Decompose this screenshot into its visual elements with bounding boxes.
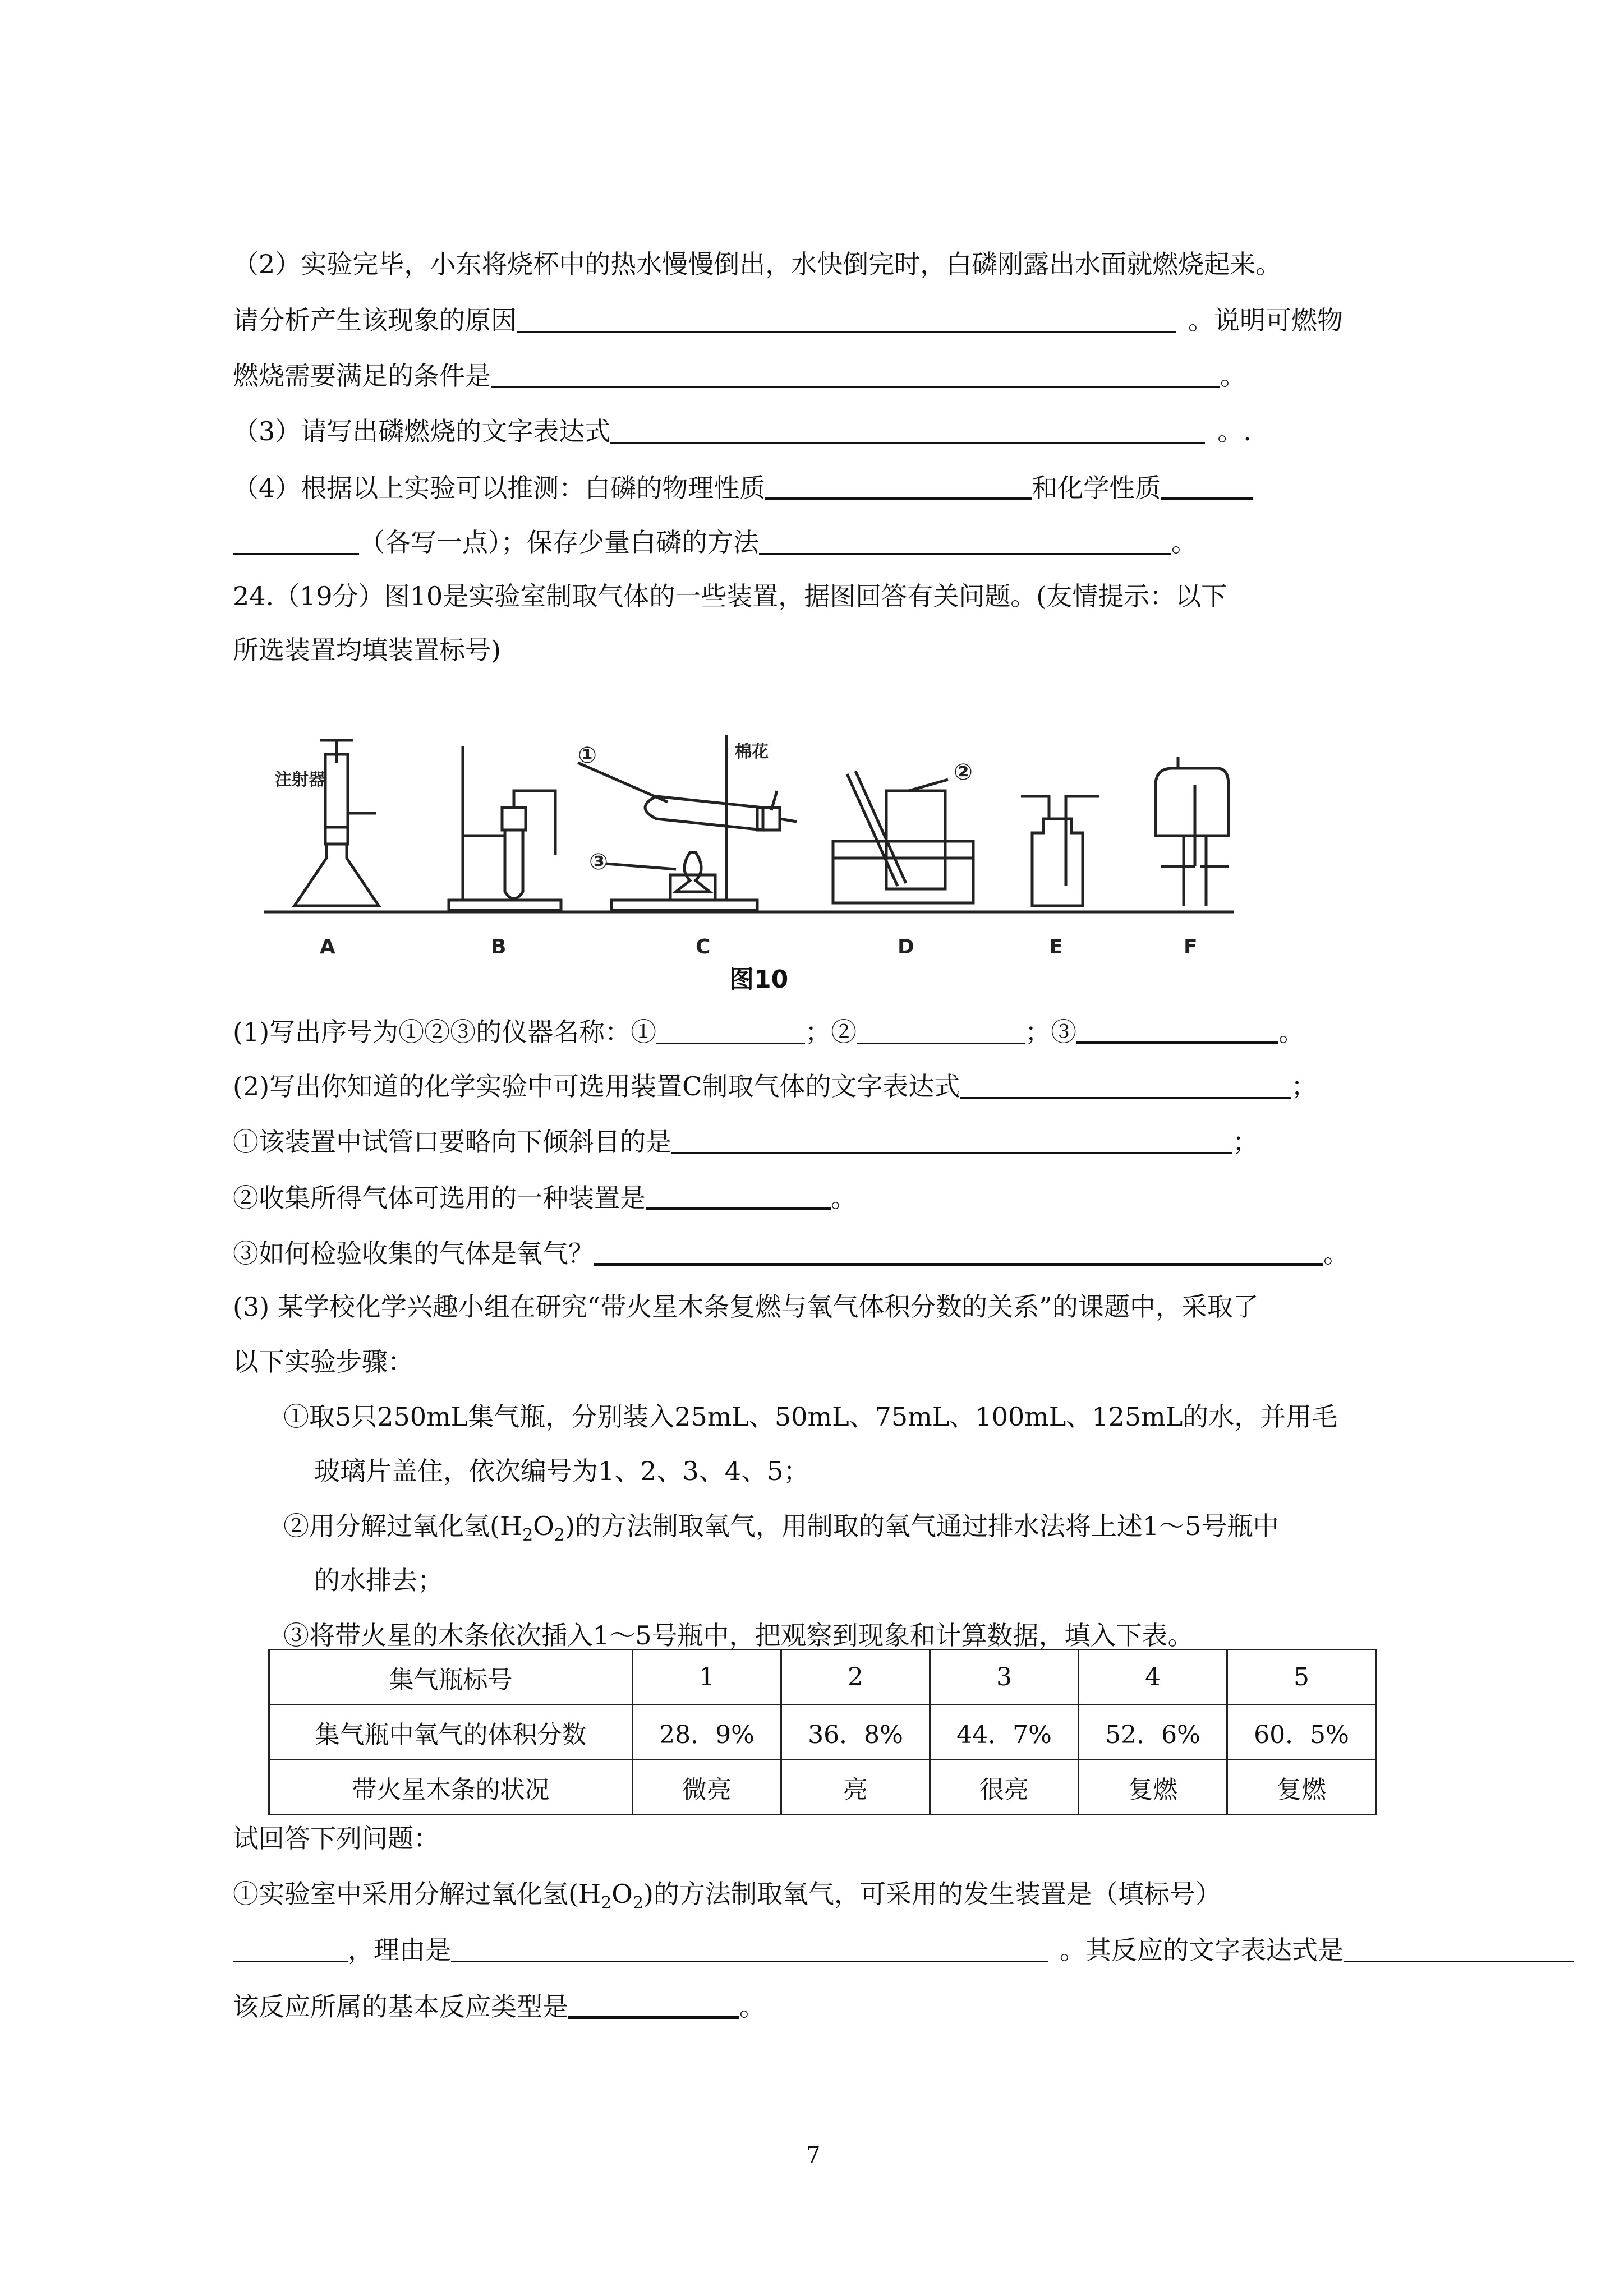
- table-row: [269, 1705, 1376, 1760]
- results-table: [268, 1649, 1377, 1815]
- table-cell: 60．5%: [1227, 1705, 1376, 1760]
- answer-blank[interactable]: [960, 1072, 1291, 1099]
- page-number: 7: [806, 2142, 821, 2168]
- text-line: [233, 1128, 1258, 1155]
- table-cell: 36．8%: [781, 1705, 930, 1760]
- table-cell: 带火星木条的状况: [269, 1760, 633, 1815]
- answer-blank[interactable]: [610, 417, 1205, 444]
- answer-blank[interactable]: [646, 1183, 831, 1210]
- table-cell: 28．9%: [633, 1705, 781, 1760]
- apparatus-e: [1021, 796, 1099, 906]
- text-line: [233, 1823, 439, 1854]
- text-line: [233, 1881, 1221, 1912]
- subscript: 2: [632, 1893, 643, 1913]
- paragraph-text: 试回答下列问题：: [233, 1823, 439, 1854]
- text-line: [233, 251, 1281, 277]
- question-text: (1)写出序号为①②③的仪器名称：①: [233, 1017, 657, 1047]
- answer-blank[interactable]: [1076, 1017, 1278, 1044]
- label-c: C: [696, 935, 711, 958]
- question-text: （4）根据以上实验可以推测：白磷的物理性质: [233, 473, 766, 503]
- question-text: ③如何检验收集的气体是氧气？: [233, 1238, 594, 1269]
- answer-blank[interactable]: [233, 1936, 348, 1962]
- question-text: (2)写出你知道的化学实验中可选用装置C制取气体的文字表达式: [233, 1071, 960, 1101]
- step-text: 的水排去；: [314, 1565, 443, 1596]
- text-line: [233, 1072, 1317, 1099]
- answer-blank[interactable]: [451, 1936, 1048, 1962]
- table-row: [269, 1650, 1376, 1705]
- table-cell: 4: [1079, 1650, 1227, 1705]
- apparatus-a: [295, 740, 379, 906]
- apparatus-f: [1156, 757, 1229, 906]
- table-cell: 集气瓶标号: [269, 1650, 633, 1705]
- step-text: ①取5只250mL集气瓶，分别装入25mL、50mL、75mL、100mL、125mL的水，并用毛: [283, 1401, 1338, 1432]
- table-cell: 44．7%: [930, 1705, 1079, 1760]
- question-text: 该反应所属的基本反应类型是: [233, 1991, 568, 2022]
- table-cell: 5: [1227, 1650, 1376, 1705]
- apparatus-drawing: [264, 729, 1234, 993]
- question-text: 。.: [1217, 416, 1252, 446]
- text-line: [283, 1513, 1278, 1544]
- question-text: O: [611, 1879, 633, 1909]
- text-line: [233, 583, 1227, 609]
- text-line: [233, 1349, 413, 1375]
- table-cell: 复燃: [1227, 1760, 1376, 1815]
- question-text: 。: [1220, 361, 1246, 391]
- answer-blank[interactable]: [671, 1128, 1232, 1154]
- answer-blank[interactable]: [594, 1238, 1323, 1266]
- paragraph-text: (3) 某学校化学兴趣小组在研究“带火星木条复燃与氧气体积分数的关系”的课题中，采取了: [233, 1292, 1259, 1322]
- table-cell: 复燃: [1079, 1760, 1227, 1815]
- answer-blank[interactable]: [656, 1018, 805, 1044]
- question-text: ；③: [1025, 1017, 1077, 1047]
- mark-1: ①: [578, 743, 597, 768]
- answer-blank[interactable]: [1344, 1936, 1574, 1962]
- mark-3: ③: [589, 849, 608, 875]
- table-cell: 很亮: [930, 1760, 1079, 1815]
- question-text: ①该装置中试管口要略向下倾斜目的是: [233, 1127, 671, 1157]
- question-text: 。: [1278, 1017, 1305, 1047]
- question-heading: 24.（19分）图10是实验室制取气体的一些装置，据图回答有关问题。(友情提示：以下: [233, 581, 1227, 611]
- question-text: 燃烧需要满足的条件是: [233, 361, 491, 391]
- text-line: [233, 1294, 1259, 1320]
- question-text: 。说明可燃物: [1188, 305, 1343, 335]
- step-text: )的方法制取氧气，用制取的氧气通过排水法将上述1～5号瓶中: [564, 1511, 1279, 1541]
- text-line: [233, 417, 1252, 444]
- question-heading: 所选装置均填装置标号): [233, 635, 501, 665]
- text-line: [283, 1401, 1338, 1432]
- table-cell: 亮: [781, 1760, 930, 1815]
- answer-blank[interactable]: [857, 1018, 1025, 1044]
- text-line: [283, 1622, 1194, 1648]
- apparatus-d: [833, 771, 973, 903]
- text-line: [314, 1565, 443, 1596]
- question-text: ②收集所得气体可选用的一种装置是: [233, 1183, 646, 1213]
- answer-blank[interactable]: [765, 473, 1032, 500]
- text-line: [233, 362, 1246, 389]
- question-text: （3）请写出磷燃烧的文字表达式: [233, 416, 611, 446]
- step-text: ③将带火星的木条依次插入1～5号瓶中，把观察到现象和计算数据，填入下表。: [283, 1620, 1194, 1650]
- question-text: 请分析产生该现象的原因: [233, 305, 517, 335]
- question-text: 。: [1323, 1238, 1349, 1269]
- step-text: ②用分解过氧化氢(H: [283, 1511, 523, 1541]
- text-line: [233, 1991, 765, 2020]
- step-text: 玻璃片盖住，依次编号为1、2、3、4、5；: [314, 1456, 809, 1486]
- question-text: ；②: [805, 1017, 857, 1047]
- text-line: [233, 1936, 1574, 1963]
- question-text: ；: [1232, 1127, 1258, 1157]
- text-line: [233, 306, 1343, 333]
- text-line: [233, 1017, 1304, 1045]
- label-a: A: [320, 935, 335, 958]
- table-cell: 2: [781, 1650, 930, 1705]
- table-row: [269, 1760, 1376, 1815]
- label-e: E: [1049, 935, 1063, 958]
- text-line: [314, 1458, 809, 1484]
- text-line: [233, 473, 1253, 501]
- paragraph-text: 以下实验步骤：: [233, 1347, 413, 1377]
- question-text: （各写一点）；保存少量白磷的方法: [359, 527, 759, 557]
- question-text: ，理由是: [348, 1935, 451, 1965]
- table-cell: 52．6%: [1079, 1705, 1227, 1760]
- question-text: ；: [1291, 1071, 1317, 1101]
- text-line: [233, 1238, 1349, 1269]
- answer-blank[interactable]: [233, 528, 359, 555]
- answer-blank[interactable]: [568, 1991, 739, 2019]
- question-text: 。其反应的文字表达式是: [1060, 1935, 1344, 1965]
- question-text: 和化学性质: [1032, 473, 1161, 503]
- question-text: 。: [831, 1183, 857, 1213]
- label-d: D: [898, 935, 914, 958]
- question-text: ①实验室中采用分解过氧化氢(H: [233, 1879, 601, 1909]
- table-cell: 3: [930, 1650, 1079, 1705]
- figure-caption: 图10: [729, 965, 789, 994]
- cotton-label: 棉花: [735, 742, 769, 762]
- text-line: [233, 1183, 857, 1211]
- paragraph-text: （2）实验完毕，小东将烧杯中的热水慢慢倒出，水快倒完时，白磷刚露出水面就燃烧起来。: [233, 249, 1282, 279]
- answer-blank[interactable]: [491, 362, 1220, 388]
- table-cell: 集气瓶中氧气的体积分数: [269, 1705, 633, 1760]
- subscript: 2: [522, 1525, 533, 1545]
- answer-blank[interactable]: [517, 306, 1176, 333]
- label-b: B: [491, 935, 507, 958]
- answer-blank[interactable]: [759, 528, 1171, 555]
- answer-blank[interactable]: [1161, 473, 1253, 500]
- table-cell: 1: [633, 1650, 781, 1705]
- table-cell: 微亮: [633, 1760, 781, 1815]
- text-line: [233, 528, 1197, 555]
- syringe-label: 注射器: [275, 770, 325, 790]
- apparatus-b: [449, 746, 561, 910]
- step-text: O: [533, 1511, 554, 1541]
- apparatus-figure: [264, 729, 1234, 993]
- subscript: 2: [554, 1525, 565, 1545]
- subscript: 2: [601, 1893, 612, 1913]
- question-text: )的方法制取氧气，可采用的发生装置是（填标号）: [643, 1879, 1221, 1909]
- text-line: [233, 637, 501, 663]
- mark-2: ②: [954, 759, 973, 785]
- question-text: 。: [739, 1991, 765, 2022]
- label-f: F: [1184, 935, 1198, 958]
- question-text: 。: [1171, 527, 1197, 557]
